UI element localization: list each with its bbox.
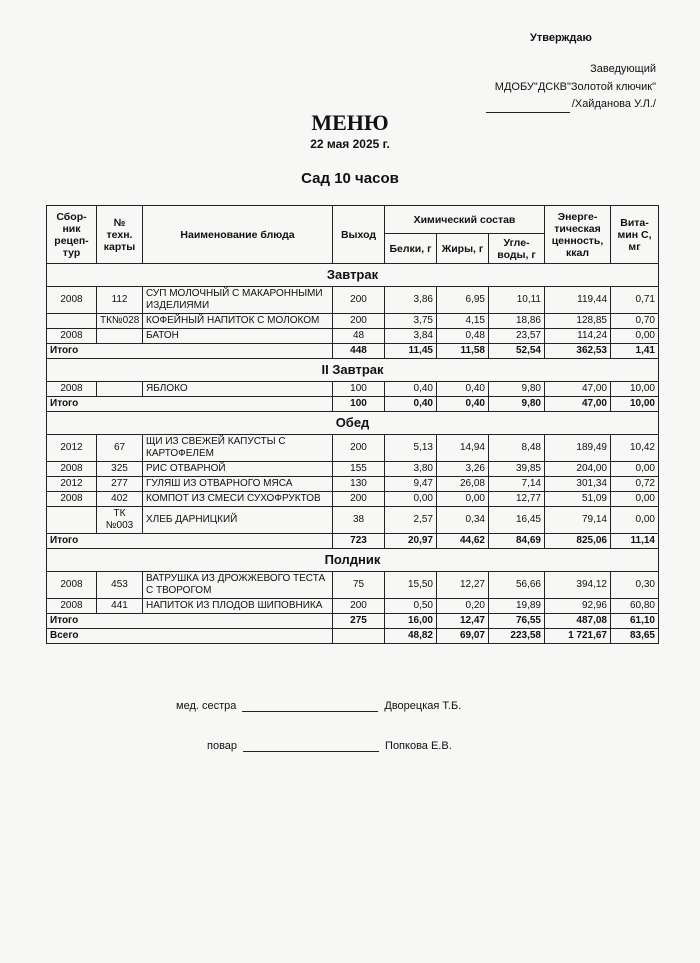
table-cell: КОФЕЙНЫЙ НАПИТОК С МОЛОКОМ bbox=[143, 314, 333, 329]
section-row bbox=[47, 359, 659, 382]
table-cell: 6,95 bbox=[437, 287, 489, 314]
table-cell: СУП МОЛОЧНЫЙ С МАКАРОННЫМИ ИЗДЕЛИЯМИ bbox=[143, 287, 333, 314]
table-cell: 0,72 bbox=[611, 477, 659, 492]
table-row bbox=[47, 435, 659, 462]
table-cell: ВАТРУШКА ИЗ ДРОЖЖЕВОГО ТЕСТА С ТВОРОГОМ bbox=[143, 572, 333, 599]
table-cell: 38 bbox=[333, 507, 385, 534]
table-cell: 9,80 bbox=[489, 382, 545, 397]
table-cell bbox=[47, 507, 97, 534]
total-cell: 275 bbox=[333, 614, 385, 629]
menu-date: 22 мая 2025 г. bbox=[310, 137, 390, 151]
table-cell: 60,80 bbox=[611, 599, 659, 614]
table-cell: 0,00 bbox=[611, 507, 659, 534]
table-cell: 92,96 bbox=[545, 599, 611, 614]
nurse-sign-line bbox=[242, 699, 378, 712]
head-position: Заведующий bbox=[590, 63, 656, 75]
total-cell: 76,55 bbox=[489, 614, 545, 629]
table-cell: 119,44 bbox=[545, 287, 611, 314]
table-cell: 453 bbox=[97, 572, 143, 599]
head-org: МДОБУ"ДСКВ"Золотой ключик" bbox=[494, 81, 656, 93]
section-title: II Завтрак bbox=[47, 359, 659, 382]
cook-name: Попкова Е.В. bbox=[385, 740, 452, 752]
total-cell: 723 bbox=[333, 534, 385, 549]
table-cell: 2008 bbox=[47, 287, 97, 314]
table-cell: 10,11 bbox=[489, 287, 545, 314]
section-row bbox=[47, 549, 659, 572]
section-title: Обед bbox=[47, 412, 659, 435]
table-cell: 0,50 bbox=[385, 599, 437, 614]
table-cell: 3,86 bbox=[385, 287, 437, 314]
table-cell: 23,57 bbox=[489, 329, 545, 344]
total-label: Итого bbox=[47, 614, 333, 629]
menu-table bbox=[46, 205, 659, 644]
col-protein: Белки, г bbox=[385, 234, 437, 264]
table-cell: ЩИ ИЗ СВЕЖЕЙ КАПУСТЫ С КАРТОФЕЛЕМ bbox=[143, 435, 333, 462]
table-row bbox=[47, 329, 659, 344]
total-cell: 10,00 bbox=[611, 397, 659, 412]
table-cell: 402 bbox=[97, 492, 143, 507]
table-cell: 2012 bbox=[47, 477, 97, 492]
table-cell: РИС ОТВАРНОЙ bbox=[143, 462, 333, 477]
table-cell: 2008 bbox=[47, 329, 97, 344]
table-cell: 2008 bbox=[47, 572, 97, 599]
table-cell: 3,26 bbox=[437, 462, 489, 477]
total-cell: 12,47 bbox=[437, 614, 489, 629]
table-row bbox=[47, 507, 659, 534]
menu-body bbox=[47, 264, 659, 644]
total-row bbox=[47, 344, 659, 359]
table-cell: 12,27 bbox=[437, 572, 489, 599]
table-row bbox=[47, 477, 659, 492]
table-cell: 56,66 bbox=[489, 572, 545, 599]
table-cell: 200 bbox=[333, 287, 385, 314]
col-energy: Энерге-тическая ценность, ккал bbox=[545, 206, 611, 264]
table-cell bbox=[97, 329, 143, 344]
total-cell: 0,40 bbox=[385, 397, 437, 412]
table-cell: 2,57 bbox=[385, 507, 437, 534]
col-dish: Наименование блюда bbox=[143, 206, 333, 264]
total-cell: 20,97 bbox=[385, 534, 437, 549]
table-cell: 15,50 bbox=[385, 572, 437, 599]
total-cell: 1,41 bbox=[611, 344, 659, 359]
total-label: Итого bbox=[47, 344, 333, 359]
table-cell: 48 bbox=[333, 329, 385, 344]
table-cell: 67 bbox=[97, 435, 143, 462]
table-cell: 3,75 bbox=[385, 314, 437, 329]
table-cell: НАПИТОК ИЗ ПЛОДОВ ШИПОВНИКА bbox=[143, 599, 333, 614]
table-cell: 14,94 bbox=[437, 435, 489, 462]
table-cell: 204,00 bbox=[545, 462, 611, 477]
table-row bbox=[47, 382, 659, 397]
table-cell: 0,00 bbox=[385, 492, 437, 507]
grand-total-cell: 69,07 bbox=[437, 629, 489, 644]
table-cell: 0,71 bbox=[611, 287, 659, 314]
table-cell: 7,14 bbox=[489, 477, 545, 492]
table-cell: 10,00 bbox=[611, 382, 659, 397]
table-cell: 325 bbox=[97, 462, 143, 477]
table-cell: 189,49 bbox=[545, 435, 611, 462]
table-cell: ЯБЛОКО bbox=[143, 382, 333, 397]
table-cell: 18,86 bbox=[489, 314, 545, 329]
table-cell: 0,00 bbox=[437, 492, 489, 507]
table-cell: 2008 bbox=[47, 382, 97, 397]
table-cell: 100 bbox=[333, 382, 385, 397]
total-label: Итого bbox=[47, 534, 333, 549]
table-row bbox=[47, 492, 659, 507]
table-row bbox=[47, 599, 659, 614]
grand-total-label: Всего bbox=[47, 629, 333, 644]
section-title: Завтрак bbox=[47, 264, 659, 287]
total-cell: 11,58 bbox=[437, 344, 489, 359]
section-row bbox=[47, 264, 659, 287]
grand-total-row bbox=[47, 629, 659, 644]
table-cell: 2008 bbox=[47, 599, 97, 614]
table-cell: 16,45 bbox=[489, 507, 545, 534]
total-cell: 825,06 bbox=[545, 534, 611, 549]
table-cell: 8,48 bbox=[489, 435, 545, 462]
col-collection: Сбор-ник рецеп-тур bbox=[47, 206, 97, 264]
table-cell: 200 bbox=[333, 599, 385, 614]
page-title: МЕНЮ bbox=[311, 110, 389, 135]
table-cell: 19,89 bbox=[489, 599, 545, 614]
table-row bbox=[47, 572, 659, 599]
total-cell: 11,45 bbox=[385, 344, 437, 359]
col-vitamin: Вита-мин С, мг bbox=[611, 206, 659, 264]
col-chem: Химический состав bbox=[385, 206, 545, 234]
total-row bbox=[47, 534, 659, 549]
table-cell: ГУЛЯШ ИЗ ОТВАРНОГО МЯСА bbox=[143, 477, 333, 492]
table-cell: 130 bbox=[333, 477, 385, 492]
nurse-name: Дворецкая Т.Б. bbox=[384, 700, 462, 712]
table-cell: 200 bbox=[333, 492, 385, 507]
total-cell: 362,53 bbox=[545, 344, 611, 359]
total-cell: 44,62 bbox=[437, 534, 489, 549]
cook-role: повар bbox=[207, 740, 238, 752]
table-cell: 75 bbox=[333, 572, 385, 599]
total-label: Итого bbox=[47, 397, 333, 412]
table-cell: 10,42 bbox=[611, 435, 659, 462]
total-cell: 9,80 bbox=[489, 397, 545, 412]
table-cell: 0,00 bbox=[611, 329, 659, 344]
table-cell: 112 bbox=[97, 287, 143, 314]
table-cell: 301,34 bbox=[545, 477, 611, 492]
table-row bbox=[47, 314, 659, 329]
grand-total-cell bbox=[333, 629, 385, 644]
cook-sign-line bbox=[243, 739, 379, 752]
nurse-signature bbox=[176, 699, 461, 712]
table-cell: БАТОН bbox=[143, 329, 333, 344]
total-cell: 61,10 bbox=[611, 614, 659, 629]
menu-subtitle: Сад 10 часов bbox=[301, 170, 399, 187]
table-cell: 9,47 bbox=[385, 477, 437, 492]
total-cell: 100 bbox=[333, 397, 385, 412]
table-cell: 12,77 bbox=[489, 492, 545, 507]
total-cell: 0,40 bbox=[437, 397, 489, 412]
col-fat: Жиры, г bbox=[437, 234, 489, 264]
table-cell: 0,48 bbox=[437, 329, 489, 344]
grand-total-cell: 223,58 bbox=[489, 629, 545, 644]
table-cell: КОМПОТ ИЗ СМЕСИ СУХОФРУКТОВ bbox=[143, 492, 333, 507]
table-cell: 155 bbox=[333, 462, 385, 477]
table-cell: ТК№028 bbox=[97, 314, 143, 329]
total-cell: 16,00 bbox=[385, 614, 437, 629]
col-output: Выход bbox=[333, 206, 385, 264]
table-cell: 0,30 bbox=[611, 572, 659, 599]
table-cell: 2012 bbox=[47, 435, 97, 462]
table-cell bbox=[97, 382, 143, 397]
section-title: Полдник bbox=[47, 549, 659, 572]
table-cell: 3,84 bbox=[385, 329, 437, 344]
total-row bbox=[47, 397, 659, 412]
col-carbs: Угле-воды, г bbox=[489, 234, 545, 264]
table-cell: 0,00 bbox=[611, 462, 659, 477]
col-card: № техн. карты bbox=[97, 206, 143, 264]
table-cell: 394,12 bbox=[545, 572, 611, 599]
table-cell: 0,40 bbox=[385, 382, 437, 397]
cook-signature bbox=[207, 739, 452, 752]
table-cell: 441 bbox=[97, 599, 143, 614]
table-cell: 3,80 bbox=[385, 462, 437, 477]
table-row bbox=[47, 462, 659, 477]
table-cell: 4,15 bbox=[437, 314, 489, 329]
total-cell: 52,54 bbox=[489, 344, 545, 359]
total-cell: 448 bbox=[333, 344, 385, 359]
approve-label: Утверждаю bbox=[530, 32, 592, 44]
table-cell: 39,85 bbox=[489, 462, 545, 477]
section-row bbox=[47, 412, 659, 435]
total-cell: 84,69 bbox=[489, 534, 545, 549]
table-cell: 51,09 bbox=[545, 492, 611, 507]
total-cell: 487,08 bbox=[545, 614, 611, 629]
table-cell: ТК №003 bbox=[97, 507, 143, 534]
total-row bbox=[47, 614, 659, 629]
total-cell: 11,14 bbox=[611, 534, 659, 549]
table-cell: 26,08 bbox=[437, 477, 489, 492]
grand-total-cell: 48,82 bbox=[385, 629, 437, 644]
total-cell: 47,00 bbox=[545, 397, 611, 412]
table-cell: ХЛЕБ ДАРНИЦКИЙ bbox=[143, 507, 333, 534]
table-cell: 0,00 bbox=[611, 492, 659, 507]
table-cell: 0,40 bbox=[437, 382, 489, 397]
table-cell: 128,85 bbox=[545, 314, 611, 329]
table-cell: 200 bbox=[333, 435, 385, 462]
table-cell: 0,34 bbox=[437, 507, 489, 534]
table-cell: 47,00 bbox=[545, 382, 611, 397]
table-cell: 0,20 bbox=[437, 599, 489, 614]
table-cell bbox=[47, 314, 97, 329]
table-cell: 0,70 bbox=[611, 314, 659, 329]
grand-total-cell: 1 721,67 bbox=[545, 629, 611, 644]
table-cell: 277 bbox=[97, 477, 143, 492]
table-cell: 5,13 bbox=[385, 435, 437, 462]
table-row bbox=[47, 287, 659, 314]
table-cell: 79,14 bbox=[545, 507, 611, 534]
table-cell: 2008 bbox=[47, 492, 97, 507]
grand-total-cell: 83,65 bbox=[611, 629, 659, 644]
nurse-role: мед. сестра bbox=[176, 700, 237, 712]
head-signer: /Хайданова У.Л./ bbox=[571, 98, 656, 110]
table-cell: 2008 bbox=[47, 462, 97, 477]
table-cell: 200 bbox=[333, 314, 385, 329]
table-cell: 114,24 bbox=[545, 329, 611, 344]
